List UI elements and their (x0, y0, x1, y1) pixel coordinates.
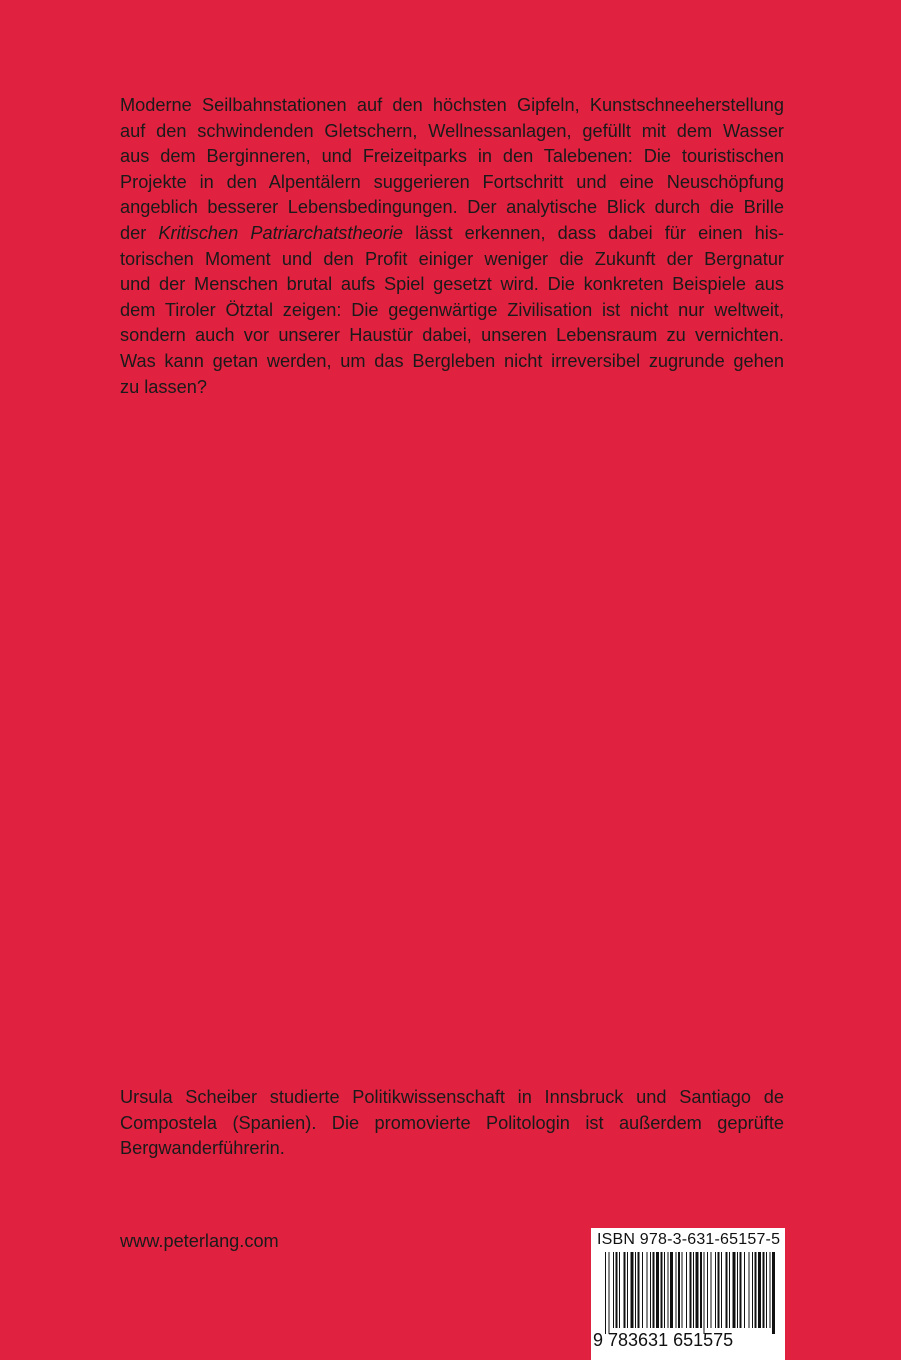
barcode-bar (740, 1252, 742, 1328)
barcode-bar (656, 1252, 659, 1328)
barcode-bar (605, 1252, 606, 1334)
blurb-line: auf den schwindenden Gletschern, Wellnessanlagen, gefüllt mit dem Wasser (120, 120, 784, 141)
barcode-bar (749, 1252, 750, 1328)
blurb-line: zu lassen? (120, 376, 207, 397)
barcode-bar (744, 1252, 745, 1328)
author-bio (120, 1085, 784, 1162)
italic-term: Kritischen Patriarchatstheorie (158, 222, 404, 243)
blurb-line-with-italic (120, 221, 784, 247)
barcode-bar (638, 1252, 640, 1328)
isbn-label: ISBN 978-3-631-65157-5 (597, 1231, 781, 1248)
bio-line: Ursula Scheiber studierte Politikwissenschaft in Innsbruck und Santiago de (120, 1087, 784, 1107)
blurb-line: angeblich besserer Lebensbedingungen. Der analytische Blick durch die Brille (120, 197, 784, 218)
barcode-bar (668, 1252, 669, 1328)
blurb-line: dem Tiroler Ötztal zeigen: Die gegenwärtige Zivilisation ist nicht nur weltweit, (120, 299, 784, 320)
isbn-barcode-block (591, 1228, 785, 1360)
barcode-icon (591, 1252, 785, 1334)
barcode-bar (758, 1252, 761, 1328)
barcode-bar (678, 1252, 680, 1328)
blurb-line: und der Menschen brutal aufs Spiel gesetzt wird. Die konkreten Beispiele aus (120, 274, 784, 295)
barcode-bar (729, 1252, 730, 1328)
barcode-bar (696, 1252, 699, 1328)
barcode-bar (711, 1252, 712, 1328)
blurb-line: sondern auch vor unserer Haustür dabei, unseren Lebensraum zu vernichten. (120, 325, 784, 346)
barcode-bar (763, 1252, 765, 1328)
barcode-bar (631, 1252, 634, 1328)
blurb-line-rest: lässt erkennen, dass dabei für einen his- (415, 222, 784, 243)
barcode-bar (627, 1252, 628, 1328)
barcode-bar (664, 1252, 665, 1328)
barcode-bar (676, 1252, 677, 1328)
bio-line: Compostela (Spanien). Die promovierte Politologin ist außerdem geprüfte (120, 1112, 784, 1133)
barcode-bar (737, 1252, 738, 1328)
barcode-bar (642, 1252, 643, 1328)
barcode-bar (682, 1252, 683, 1328)
isbn-digits: 9 783631 651575 (593, 1330, 734, 1350)
blurb-text (120, 93, 784, 400)
blurb-line: Was kann getan werden, um das Bergleben nicht irreversibel zugrunde gehen (120, 350, 784, 371)
barcode-bar (755, 1252, 757, 1328)
barcode-bar (670, 1252, 673, 1328)
blurb-line-prefix: der (120, 222, 147, 243)
barcode-bar (653, 1252, 655, 1328)
barcode-bar (661, 1252, 663, 1328)
barcode-bar (613, 1252, 614, 1328)
barcode-bar (721, 1252, 722, 1328)
barcode-bar (707, 1252, 708, 1328)
barcode-bar (693, 1252, 694, 1328)
barcode-bar (715, 1252, 716, 1328)
barcode-bar (609, 1252, 610, 1334)
barcode-bar (770, 1252, 771, 1328)
barcode-bar (704, 1252, 705, 1334)
blurb-line: Projekte in den Alpentälern suggerieren Fortschritt und eine Neuschöpfung (120, 171, 784, 192)
barcode-bar (647, 1252, 648, 1328)
barcode-bar (635, 1252, 636, 1328)
barcode-bar (616, 1252, 618, 1328)
blurb-line: Moderne Seilbahnstationen auf den höchsten Gipfeln, Kunstschneeherstellung (120, 95, 784, 115)
barcode-bar (624, 1252, 626, 1328)
barcode-bar (733, 1252, 736, 1328)
barcode-bar (690, 1252, 692, 1328)
barcode-bar (686, 1252, 687, 1328)
publisher-url[interactable]: www.peterlang.com (120, 1231, 279, 1251)
barcode-bar (718, 1252, 720, 1328)
barcode-bar (766, 1252, 767, 1328)
barcode-bar (726, 1252, 728, 1328)
blurb-line: aus dem Berginneren, und Freizeitparks in den Talebenen: Die touristischen (120, 146, 784, 167)
barcode-bar (650, 1252, 651, 1328)
blurb-line: torischen Moment und den Profit einiger weniger die Zukunft der Bergnatur (120, 248, 784, 269)
barcode-bar (752, 1252, 753, 1328)
barcode-bar (619, 1252, 620, 1328)
barcode-bar (772, 1252, 775, 1334)
barcode-bar (700, 1252, 702, 1328)
bio-line: Bergwanderführerin. (120, 1138, 285, 1159)
